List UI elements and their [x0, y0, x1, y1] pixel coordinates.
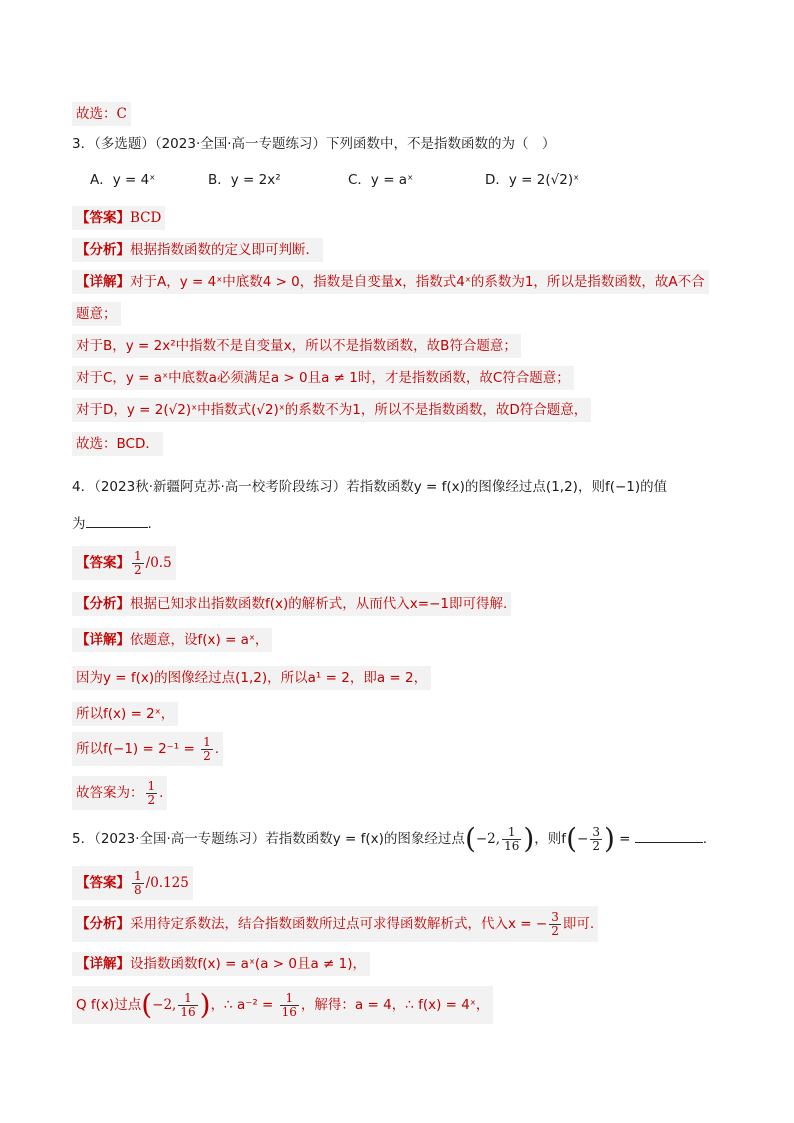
- detail-tag: 【详解】: [76, 632, 130, 648]
- right-paren: ): [603, 822, 615, 855]
- analysis-text: 根据已知求出指数函数f(x)的解析式，从而代入x=−1即可得解.: [130, 596, 508, 612]
- answer-value: BCD: [130, 210, 162, 226]
- q4-answer: [72, 546, 176, 580]
- left-paren: (: [141, 988, 153, 1021]
- q3-analysis: [72, 238, 323, 262]
- denominator: 16: [180, 1004, 196, 1019]
- detail-text: ，∴ a⁻² =: [210, 997, 278, 1013]
- q3-option-a: A．y = 4ˣ: [90, 172, 156, 188]
- point-x: −2,: [475, 831, 501, 847]
- analysis-tag: 【分析】: [76, 596, 130, 612]
- point-x: −2,: [152, 997, 177, 1013]
- numerator: 3: [551, 909, 559, 924]
- numerator: 1: [502, 826, 521, 840]
- detail-text-end: .: [214, 741, 220, 757]
- detail-text: 依题意，设f(x) = aˣ，: [130, 632, 269, 648]
- denominator: 2: [203, 748, 211, 763]
- q4-stem-line-2: [72, 513, 152, 534]
- analysis-text: 即可.: [562, 916, 595, 932]
- q3-detail-line-2: [72, 302, 121, 326]
- right-paren: ): [199, 988, 211, 1021]
- q3-selection: [72, 432, 163, 456]
- numerator: 1: [178, 992, 197, 1006]
- detail-tag: 【详解】: [76, 956, 130, 972]
- q5-detail-line-1: [72, 952, 370, 976]
- q5-stem-end: .: [702, 831, 708, 847]
- q3-stem: 3．（多选题）（2023·全国·高一专题练习）下列函数中，不是指数函数的为（ ）: [72, 136, 556, 152]
- denominator: 8: [134, 882, 142, 897]
- fraction: [146, 780, 158, 807]
- detail-text: 设指数函数f(x) = aˣ(a > 0且a ≠ 1)，: [130, 956, 366, 972]
- detail-text: 对于A，y = 4ˣ中底数4 > 0，指数是自变量x，指数式4ˣ的系数为1，所以是指数函数，故A不合: [130, 274, 705, 290]
- fraction: [201, 736, 213, 763]
- answer-rest: /0.125: [145, 875, 189, 891]
- left-paren: (: [566, 822, 577, 855]
- detail-text: 所以f(x) = 2ˣ，: [76, 706, 175, 722]
- analysis-tag: 【分析】: [76, 916, 130, 932]
- fraction: [132, 550, 144, 577]
- q5-stem-text: 5．（2023·全国·高一专题练习）若指数函数y = f(x)的图象经过点: [72, 831, 465, 847]
- q4-detail-line-1: [72, 628, 272, 652]
- q5-answer: [72, 866, 193, 900]
- answer-tag: 【答案】: [76, 210, 130, 226]
- q3-detail-line-1: [72, 270, 709, 294]
- minus-sign: −: [577, 831, 589, 847]
- q4-detail-line-2: [72, 666, 431, 690]
- numerator: 1: [147, 778, 156, 793]
- analysis-tag: 【分析】: [76, 242, 130, 258]
- q3-detail-line-5: [72, 398, 591, 422]
- numerator: 1: [134, 548, 142, 563]
- detail-text: ，解得：a = 4，∴ f(x) = 4ˣ，: [300, 997, 490, 1013]
- q3-answer: [72, 206, 165, 230]
- q5-detail-line-2: [72, 986, 493, 1024]
- numerator: 1: [280, 992, 299, 1006]
- numerator: 1: [203, 734, 211, 749]
- answer-tag: 【答案】: [76, 555, 130, 571]
- q4-detail-line-3: [72, 702, 178, 726]
- denominator: 16: [281, 1004, 297, 1019]
- answer-tag: 【答案】: [76, 875, 130, 891]
- fraction: [178, 992, 197, 1019]
- q5-analysis: [72, 906, 598, 942]
- q3-options: [72, 170, 732, 190]
- q4-analysis: [72, 592, 511, 616]
- detail-text: 题意；: [76, 306, 117, 322]
- prev-selection-line: [72, 102, 131, 126]
- detail-text: 所以f(−1) = 2⁻¹ =: [76, 741, 200, 757]
- answer-rest: /0.5: [145, 555, 172, 571]
- q4-selection: [72, 776, 167, 810]
- q4-detail-line-4: [72, 732, 223, 766]
- fraction: [132, 870, 144, 897]
- fraction: [549, 911, 561, 938]
- detail-text: Q f(x)过点: [76, 997, 142, 1013]
- selection-text: 故答案为：: [76, 785, 144, 801]
- q3-detail-line-3: [72, 334, 521, 358]
- detail-text: 对于D，y = 2(√2)ˣ中指数式(√2)ˣ的系数不为1，所以不是指数函数，故D符合题意，: [76, 402, 588, 418]
- right-paren: ): [523, 822, 535, 855]
- q5-stem-text: =: [614, 831, 631, 847]
- q5-stem: [72, 822, 707, 856]
- q4-stem: 4．（2023秋·新疆阿克苏·高一校考阶段练习）若指数函数y = f(x)的图像经过点(1,2)，则f(−1)的值: [72, 479, 668, 495]
- answer-blank: [635, 828, 703, 843]
- selection-end: .: [159, 785, 164, 801]
- q4-stem-end: .: [147, 516, 152, 532]
- denominator: 16: [504, 838, 520, 853]
- answer-blank: [86, 513, 148, 528]
- q3-option-d: D．y = 2(√2)ˣ: [485, 172, 580, 188]
- detail-text: 对于C，y = aˣ中底数a必须满足a > 0且a ≠ 1时，才是指数函数，故C符合题意；: [76, 370, 570, 386]
- denominator: 2: [147, 792, 156, 807]
- prev-selection-prefix: 故选：: [76, 106, 117, 122]
- denominator: 2: [551, 923, 559, 938]
- left-paren: (: [464, 822, 476, 855]
- fraction: [502, 826, 521, 853]
- detail-text: 对于B，y = 2x²中指数不是自变量x，所以不是指数函数，故B符合题意；: [76, 338, 517, 354]
- fraction: [280, 992, 299, 1019]
- q3-option-b: B．y = 2x²: [208, 172, 281, 188]
- fraction: [590, 826, 602, 853]
- detail-text: 因为y = f(x)的图像经过点(1,2)，所以a¹ = 2，即a = 2，: [76, 670, 428, 686]
- denominator: 2: [134, 562, 142, 577]
- numerator: 3: [592, 824, 600, 839]
- selection-text: 故选：BCD．: [76, 436, 159, 452]
- analysis-text: 根据指数函数的定义即可判断．: [130, 242, 319, 258]
- q4-stem-prefix: 为: [72, 516, 86, 532]
- numerator: 1: [134, 868, 142, 883]
- prev-selection-value: C: [116, 106, 127, 122]
- q3-detail-line-4: [72, 366, 574, 390]
- analysis-text: 采用待定系数法，结合指数函数所过点可求得函数解析式，代入x = −: [130, 916, 548, 932]
- detail-tag: 【详解】: [76, 274, 130, 290]
- q5-stem-text: ，则f: [534, 831, 567, 847]
- denominator: 2: [592, 838, 600, 853]
- q3-option-c: C．y = aˣ: [348, 172, 414, 188]
